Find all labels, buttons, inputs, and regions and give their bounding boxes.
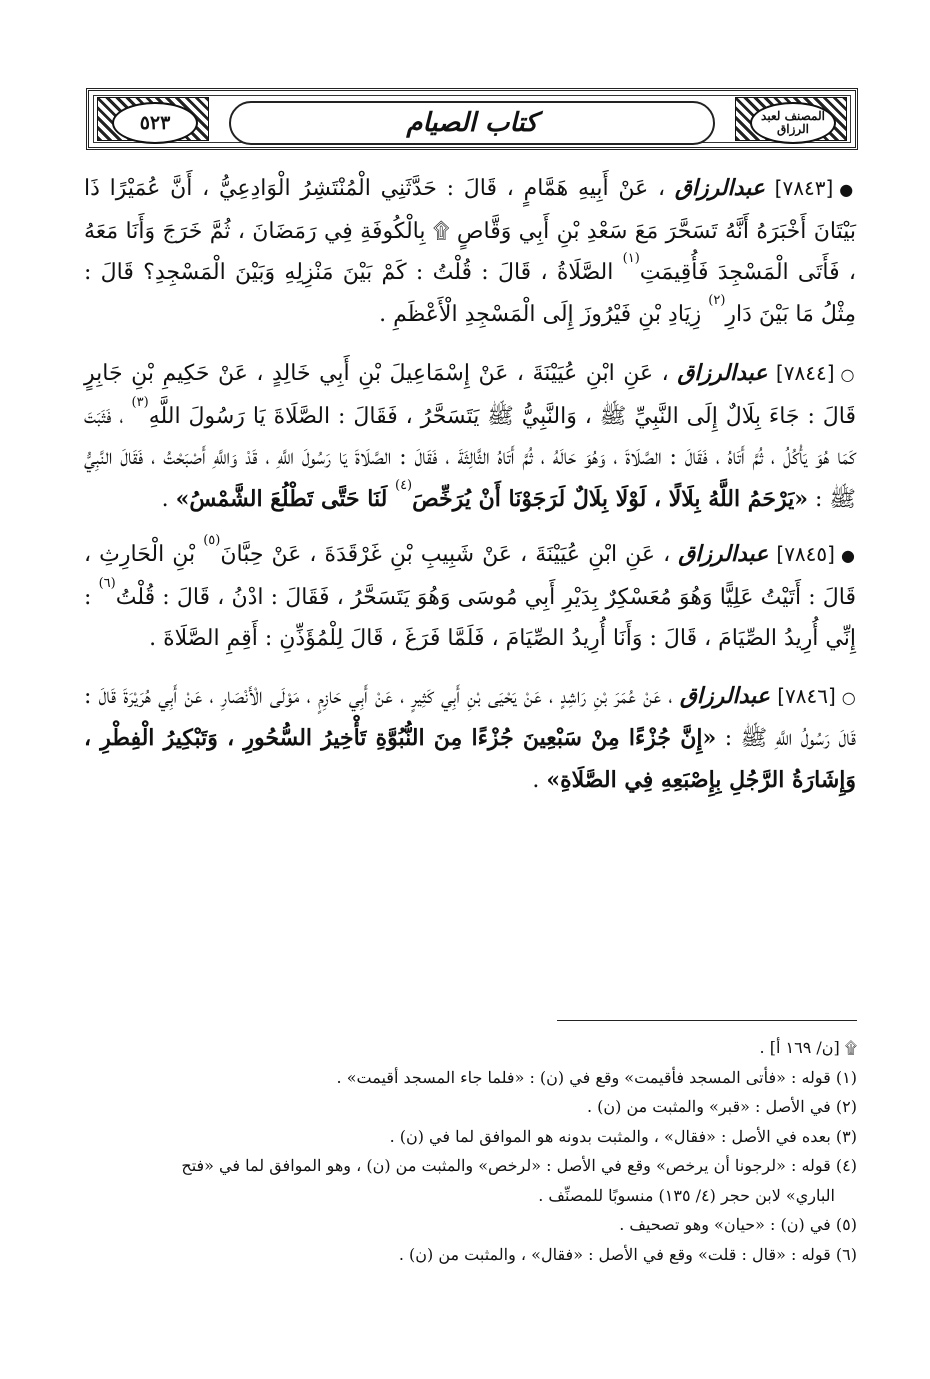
hadith-text: ، عَنْ عُمَرَ بْنِ رَاشِدٍ ، عَنْ يَحْيَى بْنِ أَبِي كَثِيرٍ ، عَنْ أَبِي حَازِمٍ ، مَوْلَى الْأَنْصَارِ ، عَنْ أَبِي هُرَيْرَةَ قَالَ : قَالَ رَسُولُ اللَّهِ ﷺ :	[84, 683, 857, 751]
prophetic-saying: «إِنَّ جُزْءًا مِنْ سَبْعِينَ جُزْءًا مِنَ النُّبُوَّةِ تَأْخِيرُ السُّحُورِ ، وَتَبْكِيرُ الْفِطْرِ ، وَإِشَارَةُ الرَّجُلِ بِإِصْبَعِهِ فِي الصَّلَاةِ»	[84, 725, 856, 793]
narrator-name: عبدالرزاق	[678, 541, 769, 567]
hadith-text: : إِنِّي أُرِيدُ الصِّيَامَ ، قَالَ : وَأَنَا أُرِيدُ الصِّيَامَ ، فَلَمَّا فَرَغَ ، قَالَ لِلْمُؤَذِّنِ : أَقِمِ الصَّلَاةَ .	[84, 584, 856, 651]
main-text	[84, 168, 856, 819]
hadith-number: [٧٨٤٤]	[775, 361, 835, 385]
hadith-text: زِيَادِ بْنِ فَيْرُوزَ إِلَى الْمَسْجِدِ الْأَعْظَمِ .	[379, 301, 709, 327]
footnote-3: (٣) بعده في الأصل : «فقال» ، والمثبت بدونه هو الموافق لما في (ن) .	[389, 1126, 857, 1146]
prophetic-saying: «يَرْحَمُ اللَّهُ بِلَالًا ، لَوْلَا بِلَالٌ لَرَجَوْنَا أَنْ يُرَخِّصَ	[412, 485, 809, 512]
footnote-ref: (١)	[622, 251, 640, 266]
hadith-text: الصَّلَاةُ ، قَالَ : قُلْتُ : كَمْ بَيْنَ مَنْزِلِهِ وَبَيْنَ الْمَسْجِدِ؟ قَالَ : مِثْلُ مَا بَيْنَ دَارِ	[84, 260, 856, 327]
narrator-name: عبدالرزاق	[674, 175, 765, 201]
footnote-marginal: ۩ [ن/ ١٦٩ أ] .	[759, 1038, 857, 1057]
hadith-number: [٧٨٤٦]	[777, 683, 836, 708]
narrator-name: عبدالرزاق	[677, 360, 768, 386]
book-title: كتاب الصيام	[229, 101, 715, 145]
bullet-hollow-icon: ○	[841, 687, 857, 707]
footnote-divider	[557, 1020, 857, 1021]
footnote-2: (٢) في الأصل : «قبر» والمثبت من (ن) .	[586, 1097, 857, 1116]
footnote-1: (١) قوله : «فأتى المسجد فأقيمت» وقع في (ن) : «فلما جاء المسجد أقيمت» .	[336, 1067, 857, 1087]
page-number: ٥٢٣	[112, 102, 198, 144]
footnote-ref: (٥)	[203, 533, 221, 548]
hadith-7844	[84, 353, 856, 520]
bullet-filled-icon: ●	[839, 180, 856, 199]
hadith-end: .	[161, 486, 176, 512]
book-emblem: المصنف لعبد الرزاق	[750, 102, 836, 144]
footnote-ref: (٤)	[394, 477, 413, 493]
hadith-7846	[84, 676, 856, 802]
hadith-text: بْنِ الْحَارِثِ ، قَالَ : أَتَيْتُ عَلِيًّا وَهُوَ مُعَسْكِرٌ بِدَيْرِ أَبِي مُوسَى وَهُوَ يَتَسَحَّرُ ، فَقَالَ : ادْنُ ، قَالَ : قُلْتُ	[84, 542, 857, 610]
bullet-filled-icon: ●	[840, 546, 856, 565]
page-number-ornament	[97, 97, 209, 141]
bullet-hollow-icon: ○	[840, 365, 856, 384]
prophetic-saying: لَنَا حَتَّى تَطْلُعَ الشَّمْسُ»	[175, 485, 395, 512]
footnotes	[100, 1033, 857, 1269]
footnote-ref: (٣)	[131, 394, 149, 410]
hadith-7843	[84, 168, 856, 335]
hadith-text: ، فَثَبَتَ كَمَا هُوَ يَأْكُلُ ، ثُمَّ أَتَاهُ ، فَقَالَ : الصَّلَاةَ ، وَهُوَ حَالَهُ ، ثُمَّ أَتَاهُ الثَّالِثَةَ ، فَقَالَ : الصَّلَاةَ يَا رَسُولَ اللَّهِ ، قَدْ وَاللَّهِ أَصْبَحْتُ ، فَقَالَ النَّبِيُّ ﷺ :	[84, 403, 856, 512]
footnote-5: (٥) في (ن) : «حيان» وهو تصحيف .	[619, 1215, 857, 1234]
hadith-number: [٧٨٤٣]	[774, 176, 834, 200]
hadith-text: ، عَنِ ابْنِ عُيَيْنَةَ ، عَنْ إِسْمَاعِيلَ بْنِ أَبِي خَالِدٍ ، عَنْ حَكِيمِ بْنِ جَابِرٍ قَالَ : جَاءَ بِلَالٌ إِلَى النَّبِيِّ ﷺ ، وَالنَّبِيُّ ﷺ يَتَسَحَّرُ ، فَقَالَ : الصَّلَاةَ يَا رَسُولَ اللَّهِ	[84, 361, 856, 429]
footnote-4-continued: الباري» لابن حجر (٤/ ١٣٥) منسوبًا للمصنِّف .	[538, 1185, 835, 1205]
hadith-text: ، عَنِ ابْنِ عُيَيْنَةَ ، عَنْ شَبِيبِ بْنِ غَرْقَدَةَ ، عَنْ حِبَّانَ	[220, 542, 671, 567]
book-emblem-ornament	[735, 97, 847, 141]
hadith-number: [٧٨٤٥]	[776, 542, 835, 566]
page-header	[86, 88, 858, 150]
footnote-ref: (٢)	[708, 292, 726, 308]
hadith-end: .	[532, 767, 547, 793]
footnote-6: (٦) قوله : «قال : قلت» وقع في الأصل : «فقال» ، والمثبت من (ن) .	[398, 1244, 857, 1264]
footnote-4: (٤) قوله : «لرجونا أن يرخص» وقع في الأصل : «لرخص» والمثبت من (ن) ، وهو الموافق لما في «فتح	[181, 1156, 857, 1175]
hadith-text: ، عَنْ أَبِيهِ هَمَّامٍ ، قَالَ : حَدَّثَنِي الْمُنْتَشِرُ الْوَادِعِيُّ ، أَنَّ عُمَيْرًا ذَا بَيْتَانَ أَخْبَرَهُ أَنَّهُ تَسَحَّرَ مَعَ سَعْدِ بْنِ أَبِي وَقَّاصٍ ۩ بِالْكُوفَةِ فِي رَمَضَانَ ، ثُمَّ خَرَجَ وَأَنَا مَعَهُ ، فَأَتَى الْمَسْجِدَ فَأُقِيمَتِ	[84, 176, 856, 285]
footnote-ref: (٦)	[98, 575, 116, 591]
narrator-name: عبدالرزاق	[679, 682, 770, 709]
hadith-7845	[84, 534, 856, 660]
